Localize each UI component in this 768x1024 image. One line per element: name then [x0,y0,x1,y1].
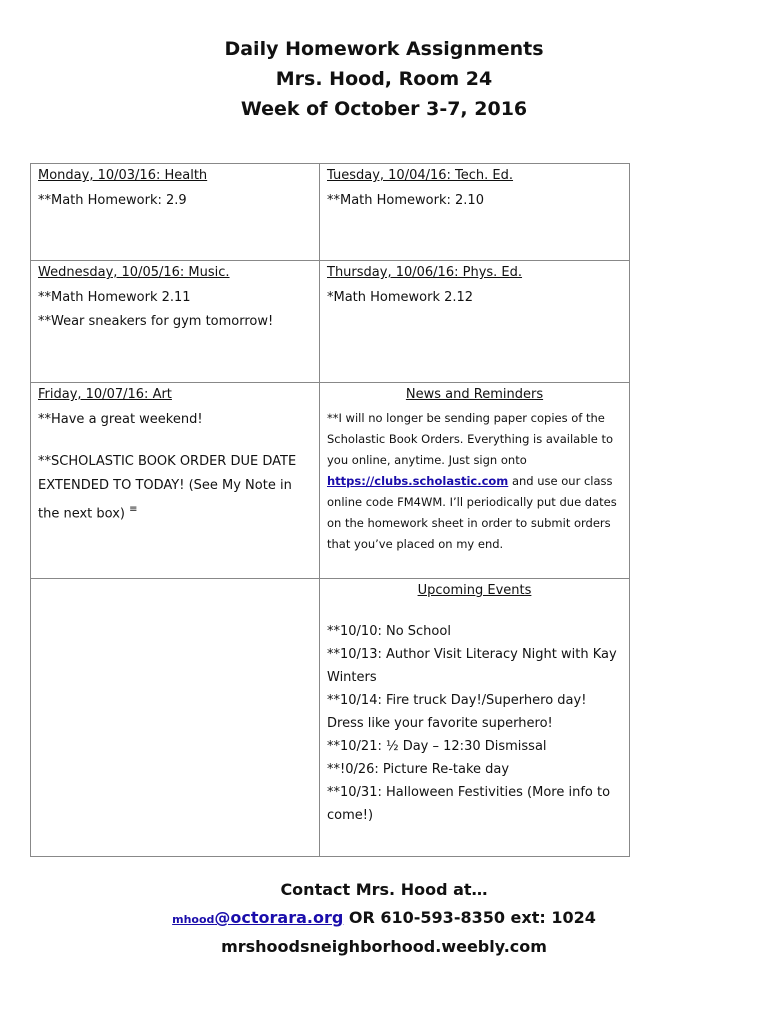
thursday-line: *Math Homework 2.12 [327,290,474,305]
tuesday-cell [320,164,630,261]
event-item: **10/14: Fire truck Day!/Superhero day! Dress like your favorite superhero! [327,693,587,731]
wednesday-heading: Wednesday, 10/05/16: Music. [38,265,230,280]
contact-footer [0,876,768,960]
monday-heading: Monday, 10/03/16: Health [38,168,208,183]
website[interactable]: mrshoodsneighborhood.weebly.com [221,937,547,956]
note-symbol: ≡ [129,504,138,515]
tuesday-line: **Math Homework: 2.10 [327,193,484,208]
homework-table [30,163,630,857]
news-body [327,408,622,555]
news-cell [320,383,630,579]
friday-line: **Have a great weekend! [38,412,203,427]
events-cell [320,579,630,857]
event-item: **!0/26: Picture Re-take day [327,762,510,777]
news-heading: News and Reminders [405,387,544,402]
scholastic-link[interactable]: https://clubs.scholastic.com [327,474,509,488]
monday-line: **Math Homework: 2.9 [38,193,187,208]
news-text-before: **I will no longer be sending paper copies of the Scholastic Book Orders. Everything is available to you online, anytime. Just sign onto [327,411,613,467]
email-user[interactable]: mhood [172,913,215,926]
event-item: **10/21: ½ Day – 12:30 Dismissal [327,739,547,754]
event-item: **10/13: Author Visit Literacy Night with Kay Winters [327,647,617,685]
monday-cell [31,164,320,261]
friday-line: **SCHOLASTIC BOOK ORDER DUE DATE EXTENDED TO TODAY! (See My Note in the next box) [38,454,297,522]
events-list [327,620,622,827]
thursday-cell [320,261,630,383]
week-label: Week of October 3-7, 2016 [240,98,528,120]
tuesday-heading: Tuesday, 10/04/16: Tech. Ed. [327,168,514,183]
events-heading: Upcoming Events [417,583,532,598]
news-text-after: and use our class online code FM4WM. I’ll periodically put due dates on the homework sheet in order to submit orders that you’ve placed on my end. [327,474,617,551]
empty-cell [31,579,320,857]
email-domain[interactable]: @octorara.org [214,908,344,927]
teacher-room: Mrs. Hood, Room 24 [275,68,493,90]
contact-line [0,904,768,934]
phone-number: OR 610-593-8350 ext: 1024 [343,908,596,927]
thursday-heading: Thursday, 10/06/16: Phys. Ed. [327,265,523,280]
document-header [0,34,768,124]
friday-heading: Friday, 10/07/16: Art [38,387,172,402]
wednesday-line: **Wear sneakers for gym tomorrow! [38,314,274,329]
event-item: **10/10: No School [327,624,451,639]
contact-label: Contact Mrs. Hood at… [280,880,488,899]
event-item: **10/31: Halloween Festivities (More info to come!) [327,785,611,823]
friday-cell [31,383,320,579]
wednesday-line: **Math Homework 2.11 [38,290,191,305]
wednesday-cell [31,261,320,383]
document-title: Daily Homework Assignments [224,38,544,60]
